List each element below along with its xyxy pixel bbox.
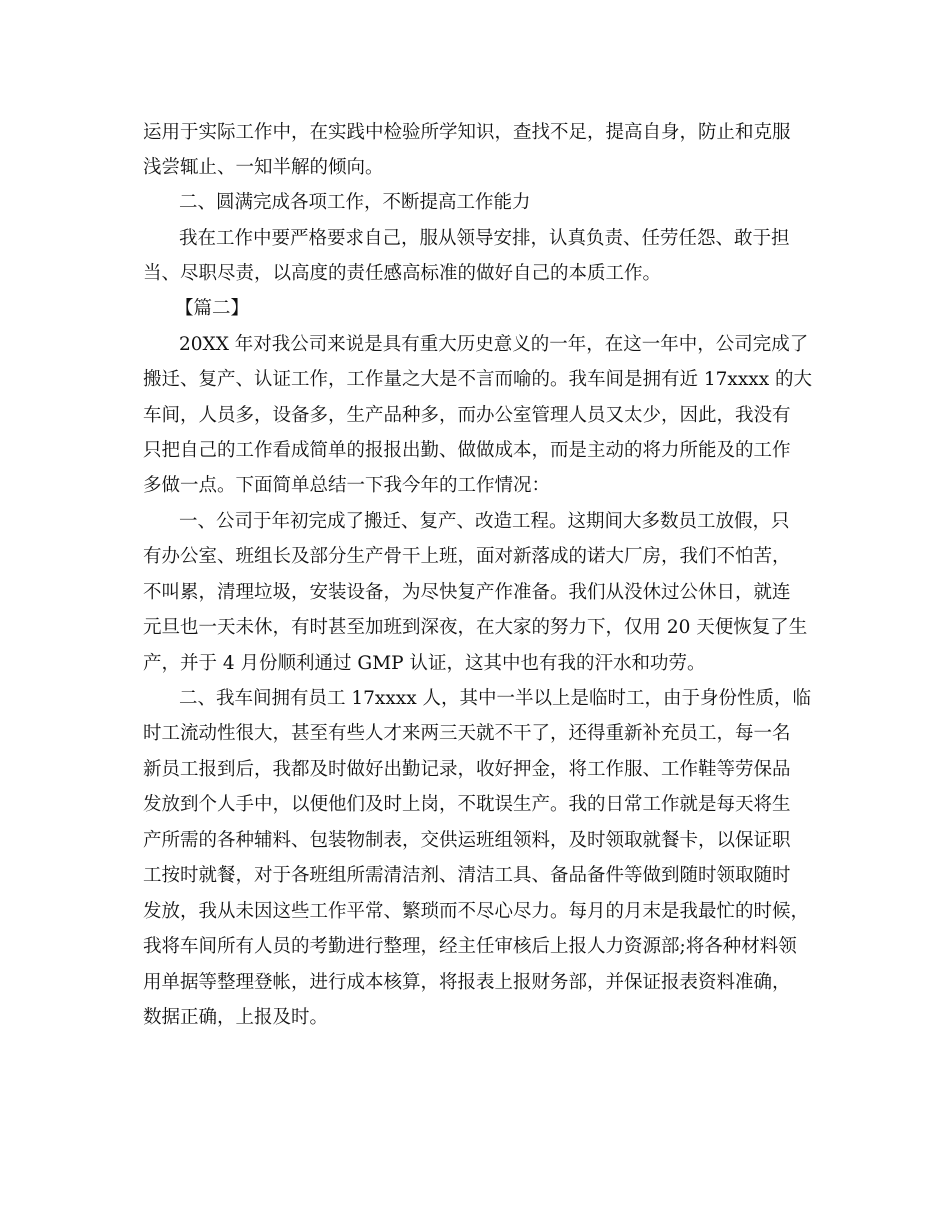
body-text-line: 只把自己的工作看成简单的报报出勤、做做成本，而是主动的将力所能及的工作 [143,440,791,461]
body-text-line: 元旦也一天未休，有时甚至加班到深夜，在大家的努力下，仅用 20 天便恢复了生 [143,617,808,638]
body-text-line: 用单据等整理登帐，进行成本核算，将报表上报财务部，并保证报表资料准确， [143,972,791,993]
body-text-line: 数据正确，上报及时。 [143,1007,329,1028]
body-text-line: 多做一点。下面简单总结一下我今年的工作情况： [143,475,551,496]
body-text-line: 二、我车间拥有员工 17xxxx 人，其中一半以上是临时工，由于身份性质，临 [179,688,812,709]
body-text-line: 时工流动性很大，甚至有些人才来两三天就不干了，还得重新补充员工，每一名 [143,723,791,744]
body-text-line: 运用于实际工作中，在实践中检验所学知识，查找不足，提高自身，防止和克服 [143,122,791,143]
body-text-line: 车间，人员多，设备多，生产品种多，而办公室管理人员又太少，因此，我没有 [143,405,791,426]
part-heading: 【篇二】 [175,298,250,319]
body-text-line: 一、公司于年初完成了搬迁、复产、改造工程。这期间大多数员工放假，只 [179,511,790,532]
body-text-line: 当、尽职尽责，以高度的责任感高标准的做好自己的本质工作。 [143,263,662,284]
body-text-line: 产所需的各种辅料、包装物制表，交供运班组领料，及时领取就餐卡，以保证职 [143,830,791,851]
body-text-line: 工按时就餐，对于各班组所需清洁剂、清洁工具、备品备件等做到随时领取随时 [143,865,791,886]
body-text-line: 有办公室、班组长及部分生产骨干上班，面对新落成的诺大厂房，我们不怕苦， [143,546,791,567]
body-text-line: 20XX 年对我公司来说是具有重大历史意义的一年，在这一年中，公司完成了 [179,334,809,355]
body-text-line: 搬迁、复产、认证工作，工作量之大是不言而喻的。我车间是拥有近 17xxxx 的大 [143,369,813,390]
body-text-line: 浅尝辄止、一知半解的倾向。 [143,157,384,178]
body-text-line: 我在工作中要严格要求自己，服从领导安排，认真负责、任劳任怨、敢于担 [179,228,790,249]
section-heading: 二、圆满完成各项工作，不断提高工作能力 [179,192,531,213]
body-text-line: 发放到个人手中，以便他们及时上岗，不耽误生产。我的日常工作就是每天将生 [143,794,791,815]
body-text-line: 产，并于 4 月份顺利通过 GMP 认证，这其中也有我的汗水和功劳。 [143,653,706,674]
body-text-line: 发放，我从未因这些工作平常、繁琐而不尽心尽力。每月的月末是我最忙的时候， [143,901,810,922]
body-text-line: 我将车间所有人员的考勤进行整理，经主任审核后上报人力资源部;将各种材料领 [143,936,797,957]
body-text-line: 不叫累，清理垃圾，安装设备，为尽快复产作准备。我们从没休过公休日，就连 [143,582,791,603]
body-text-line: 新员工报到后，我都及时做好出勤记录，收好押金，将工作服、工作鞋等劳保品 [143,759,791,780]
